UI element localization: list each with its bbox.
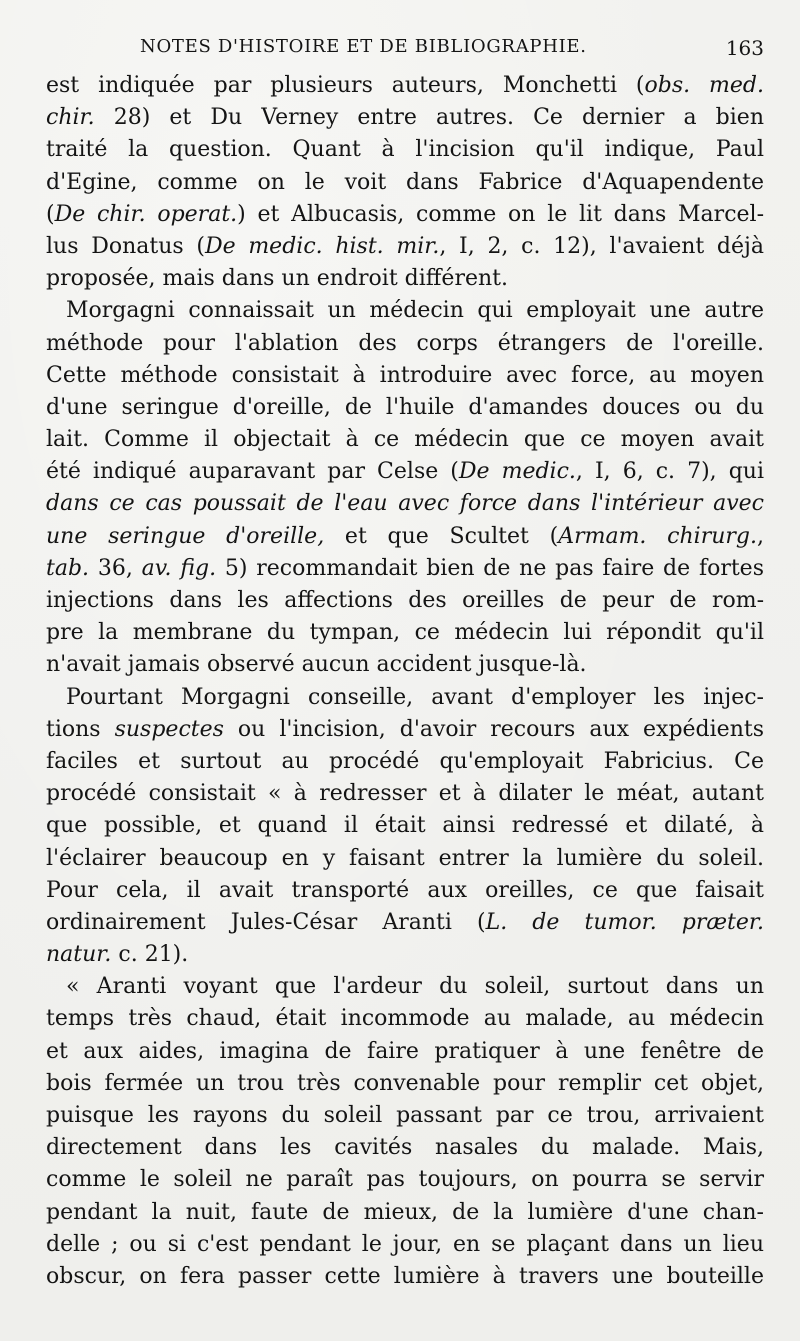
text-segment: Morgagni connaissait un médecin qui employait une autre xyxy=(66,298,764,324)
text-line xyxy=(46,907,764,939)
text-line xyxy=(46,843,764,875)
text-line xyxy=(46,1261,764,1293)
text-segment: ( xyxy=(46,201,55,227)
italic-text: tab. xyxy=(46,555,90,581)
text-line xyxy=(46,456,764,488)
text-segment: ) et Albucasis, comme on le lit dans Marcel- xyxy=(237,201,764,227)
text-segment: « Aranti voyant que l'ardeur du soleil, surtout dans un xyxy=(66,974,764,1000)
text-segment: lus Donatus ( xyxy=(46,233,205,259)
text-line xyxy=(46,424,764,456)
text-segment: n'avait jamais observé aucun accident jusque-là. xyxy=(46,652,587,678)
italic-text: Armam. chirurg. xyxy=(558,523,757,549)
italic-text: De medic. hist. mir. xyxy=(204,233,440,259)
text-line xyxy=(46,810,764,842)
text-line xyxy=(46,778,764,810)
text-segment: injections dans les affections des oreilles de peur de rom- xyxy=(46,588,764,613)
text-segment: puisque les rayons du soleil passant par ce trou, arrivaient xyxy=(46,1103,764,1128)
italic-text: L. de tumor. præter. xyxy=(485,909,764,935)
text-segment: Pourtant Morgagni conseille, avant d'employer les injec- xyxy=(66,684,764,710)
italic-text: obs. med. xyxy=(644,73,764,98)
italic-text: natur. xyxy=(46,942,112,968)
text-line xyxy=(46,263,764,295)
text-line xyxy=(46,585,764,617)
text-line xyxy=(46,295,764,327)
italic-text: De medic. xyxy=(458,459,576,485)
text-line xyxy=(46,360,764,392)
text-line xyxy=(46,1068,764,1100)
text-segment: directement dans les cavités nasales du malade. Mais, xyxy=(46,1135,764,1161)
text-line xyxy=(46,521,764,553)
italic-text: une seringue d'oreille, xyxy=(46,523,325,549)
page-header xyxy=(140,28,780,68)
text-line xyxy=(46,1229,764,1261)
text-line xyxy=(46,134,764,166)
text-segment: 5) recommandait bien de ne pas faire de fortes xyxy=(216,555,764,581)
text-line xyxy=(46,939,764,971)
text-line xyxy=(46,1164,764,1196)
text-segment: , I, 6, c. 7), qui xyxy=(575,459,765,485)
text-segment: et aux aides, imagina de faire pratiquer à une fenêtre de xyxy=(46,1038,764,1064)
text-segment: méthode pour l'ablation des corps étrangers de l'oreille. xyxy=(46,330,764,356)
text-segment: que possible, et quand il était ainsi redressé et dilaté, à xyxy=(46,813,764,839)
text-line xyxy=(46,682,764,714)
text-segment: d'une seringue d'oreille, de l'huile d'amandes douces ou du xyxy=(46,394,764,420)
text-segment: , xyxy=(756,523,764,549)
text-segment: lait. Comme il objectait à ce médecin que ce moyen avait xyxy=(46,427,764,453)
text-segment: tions xyxy=(46,716,115,742)
text-line xyxy=(46,167,764,199)
text-segment: pre la membrane du tympan, ce médecin lui répondit qu'il xyxy=(46,620,764,646)
italic-text: av. fig. xyxy=(141,555,217,581)
text-segment: bois fermée un trou très convenable pour remplir cet objet, xyxy=(46,1070,764,1096)
text-line xyxy=(46,875,764,907)
text-segment: comme le soleil ne paraît pas toujours, on pourra se servir xyxy=(46,1167,764,1193)
text-line xyxy=(46,1036,764,1068)
text-line xyxy=(46,231,764,263)
text-segment: obscur, on fera passer cette lumière à travers une bouteille xyxy=(46,1263,764,1289)
text-segment: 36, xyxy=(89,555,142,581)
text-segment: 28) et Du Verney entre autres. Ce dernier a bien xyxy=(94,105,764,131)
text-segment: est indiquée par plusieurs auteurs, Monchetti ( xyxy=(46,73,645,98)
text-segment: d'Egine, comme on le voit dans Fabrice d'Aquapendente xyxy=(46,169,764,195)
text-line xyxy=(46,199,764,231)
italic-text: dans ce cas poussait de l'eau avec force dans l'intérieur avec xyxy=(46,491,764,517)
text-segment: proposée, mais dans un endroit différent. xyxy=(46,266,508,292)
text-segment: été indiqué auparavant par Celse ( xyxy=(46,459,459,485)
text-line xyxy=(46,617,764,649)
text-line xyxy=(46,553,764,585)
running-head: NOTES D'HISTOIRE ET DE BIBLIOGRAPHIE. xyxy=(140,36,587,57)
text-line xyxy=(46,1132,764,1164)
text-segment: Cette méthode consistait à introduire avec force, au moyen xyxy=(46,362,764,388)
italic-text: De chir. operat. xyxy=(54,201,238,227)
text-segment: delle ; ou si c'est pendant le jour, en se plaçant dans un lieu xyxy=(46,1231,764,1257)
page-number: 163 xyxy=(725,36,764,60)
text-line xyxy=(46,1197,764,1229)
italic-text: chir. xyxy=(46,105,95,131)
text-line xyxy=(46,714,764,746)
text-segment: procédé consistait « à redresser et à dilater le méat, autant xyxy=(46,781,764,807)
text-segment: pendant la nuit, faute de mieux, de la lumière d'une chan- xyxy=(46,1199,764,1225)
body-text xyxy=(46,70,764,1293)
text-segment: l'éclairer beaucoup en y faisant entrer la lumière du soleil. xyxy=(46,845,764,871)
italic-text: suspectes xyxy=(114,716,224,742)
text-line xyxy=(46,971,764,1003)
text-line xyxy=(46,392,764,424)
text-line xyxy=(46,102,764,134)
text-segment: , I, 2, c. 12), l'avaient déjà xyxy=(439,233,764,259)
text-line xyxy=(46,1003,764,1035)
text-segment: c. 21). xyxy=(111,942,189,968)
text-segment: et que Scultet ( xyxy=(324,523,559,549)
text-segment: Pour cela, il avait transporté aux oreilles, ce que faisait xyxy=(46,877,764,903)
text-segment: traité la question. Quant à l'incision qu'il indique, Paul xyxy=(46,137,764,163)
text-segment: faciles et surtout au procédé qu'employait Fabricius. Ce xyxy=(46,748,764,774)
text-segment: ou l'incision, d'avoir recours aux expédients xyxy=(223,716,764,742)
text-line xyxy=(46,746,764,778)
text-line xyxy=(46,70,764,102)
text-line xyxy=(46,488,764,520)
text-segment: temps très chaud, était incommode au malade, au médecin xyxy=(46,1006,764,1032)
text-segment: ordinairement Jules-César Aranti ( xyxy=(46,909,486,935)
text-line xyxy=(46,328,764,360)
text-line xyxy=(46,1100,764,1132)
text-line xyxy=(46,649,764,681)
